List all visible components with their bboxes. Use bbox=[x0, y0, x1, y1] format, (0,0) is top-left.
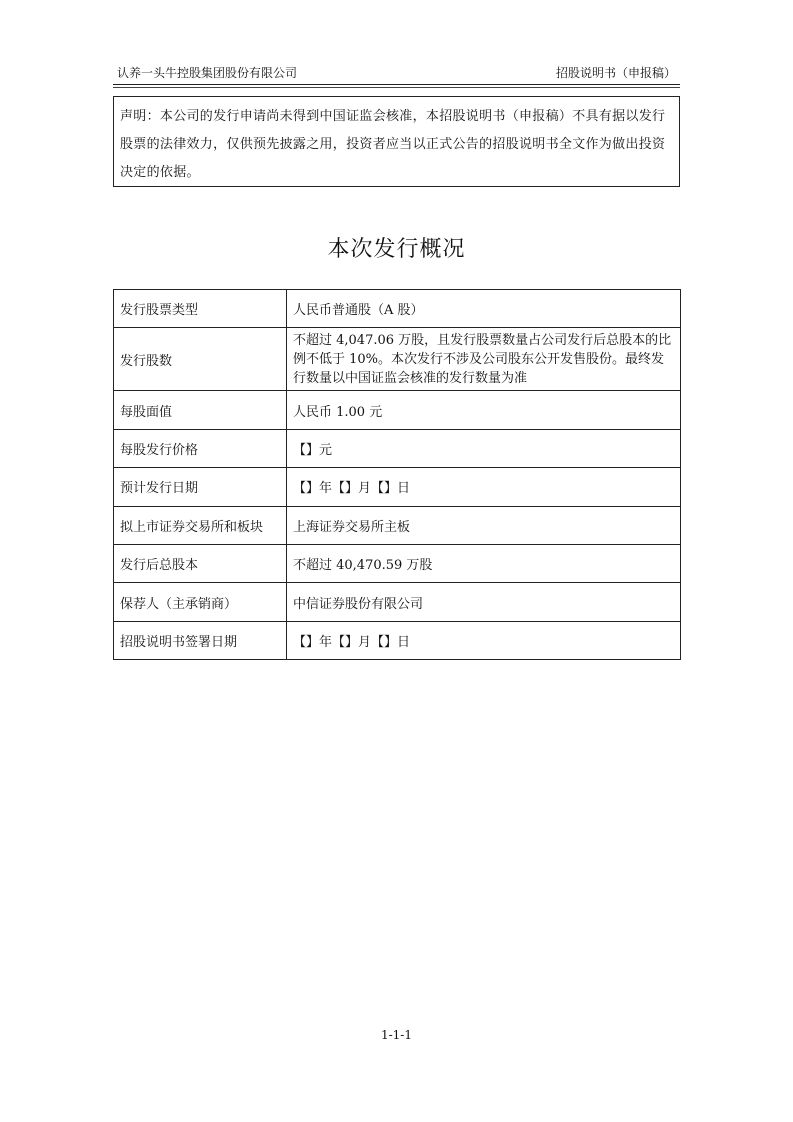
row-value-sponsor: 中信证券股份有限公司 bbox=[287, 583, 681, 621]
header-document-name: 招股说明书（申报稿） bbox=[555, 66, 676, 80]
row-value-share-type: 人民币普通股（A 股） bbox=[287, 290, 681, 328]
table-row bbox=[114, 506, 681, 544]
row-value-total-shares: 不超过 40,470.59 万股 bbox=[287, 544, 681, 582]
row-label-share-type: 发行股票类型 bbox=[114, 290, 287, 328]
row-label-signing-date: 招股说明书签署日期 bbox=[114, 621, 287, 659]
offering-summary-table bbox=[113, 289, 681, 660]
row-label-share-count: 发行股数 bbox=[114, 328, 287, 391]
disclaimer-box bbox=[113, 96, 680, 187]
header-rule-thin bbox=[113, 87, 680, 88]
header-company-name: 认养一头牛控股集团股份有限公司 bbox=[117, 66, 298, 80]
disclaimer-text: 声明：本公司的发行申请尚未得到中国证监会核准，本招股说明书（申报稿）不具有据以发行股票的法律效力，仅供预先披露之用，投资者应当以正式公告的招股说明书全文作为做出投资决定的依据。 bbox=[120, 109, 666, 180]
table-row bbox=[114, 468, 681, 506]
row-label-issue-price: 每股发行价格 bbox=[114, 429, 287, 467]
table-row bbox=[114, 290, 681, 328]
row-value-signing-date: 【】年【】月【】日 bbox=[287, 621, 681, 659]
header-rule bbox=[113, 84, 680, 85]
row-value-issue-date: 【】年【】月【】日 bbox=[287, 468, 681, 506]
row-label-sponsor: 保荐人（主承销商） bbox=[114, 583, 287, 621]
page-title: 本次发行概况 bbox=[327, 237, 466, 262]
table-row bbox=[114, 583, 681, 621]
row-value-par-value: 人民币 1.00 元 bbox=[287, 391, 681, 429]
row-label-total-shares: 发行后总股本 bbox=[114, 544, 287, 582]
page-header bbox=[113, 64, 680, 82]
row-label-issue-date: 预计发行日期 bbox=[114, 468, 287, 506]
table-row bbox=[114, 391, 681, 429]
row-value-issue-price: 【】元 bbox=[287, 429, 681, 467]
row-value-share-count: 不超过 4,047.06 万股，且发行股票数量占公司发行后总股本的比例不低于 10%。本次发行不涉及公司股东公开发售股份。最终发行数量以中国证监会核准的发行数量为准 bbox=[287, 328, 681, 391]
table-row bbox=[114, 544, 681, 582]
page-number: 1-1-1 bbox=[380, 1028, 412, 1042]
table-row bbox=[114, 328, 681, 391]
row-label-exchange: 拟上市证券交易所和板块 bbox=[114, 506, 287, 544]
table-row bbox=[114, 621, 681, 659]
row-value-exchange: 上海证券交易所主板 bbox=[287, 506, 681, 544]
row-label-par-value: 每股面值 bbox=[114, 391, 287, 429]
table-row bbox=[114, 429, 681, 467]
